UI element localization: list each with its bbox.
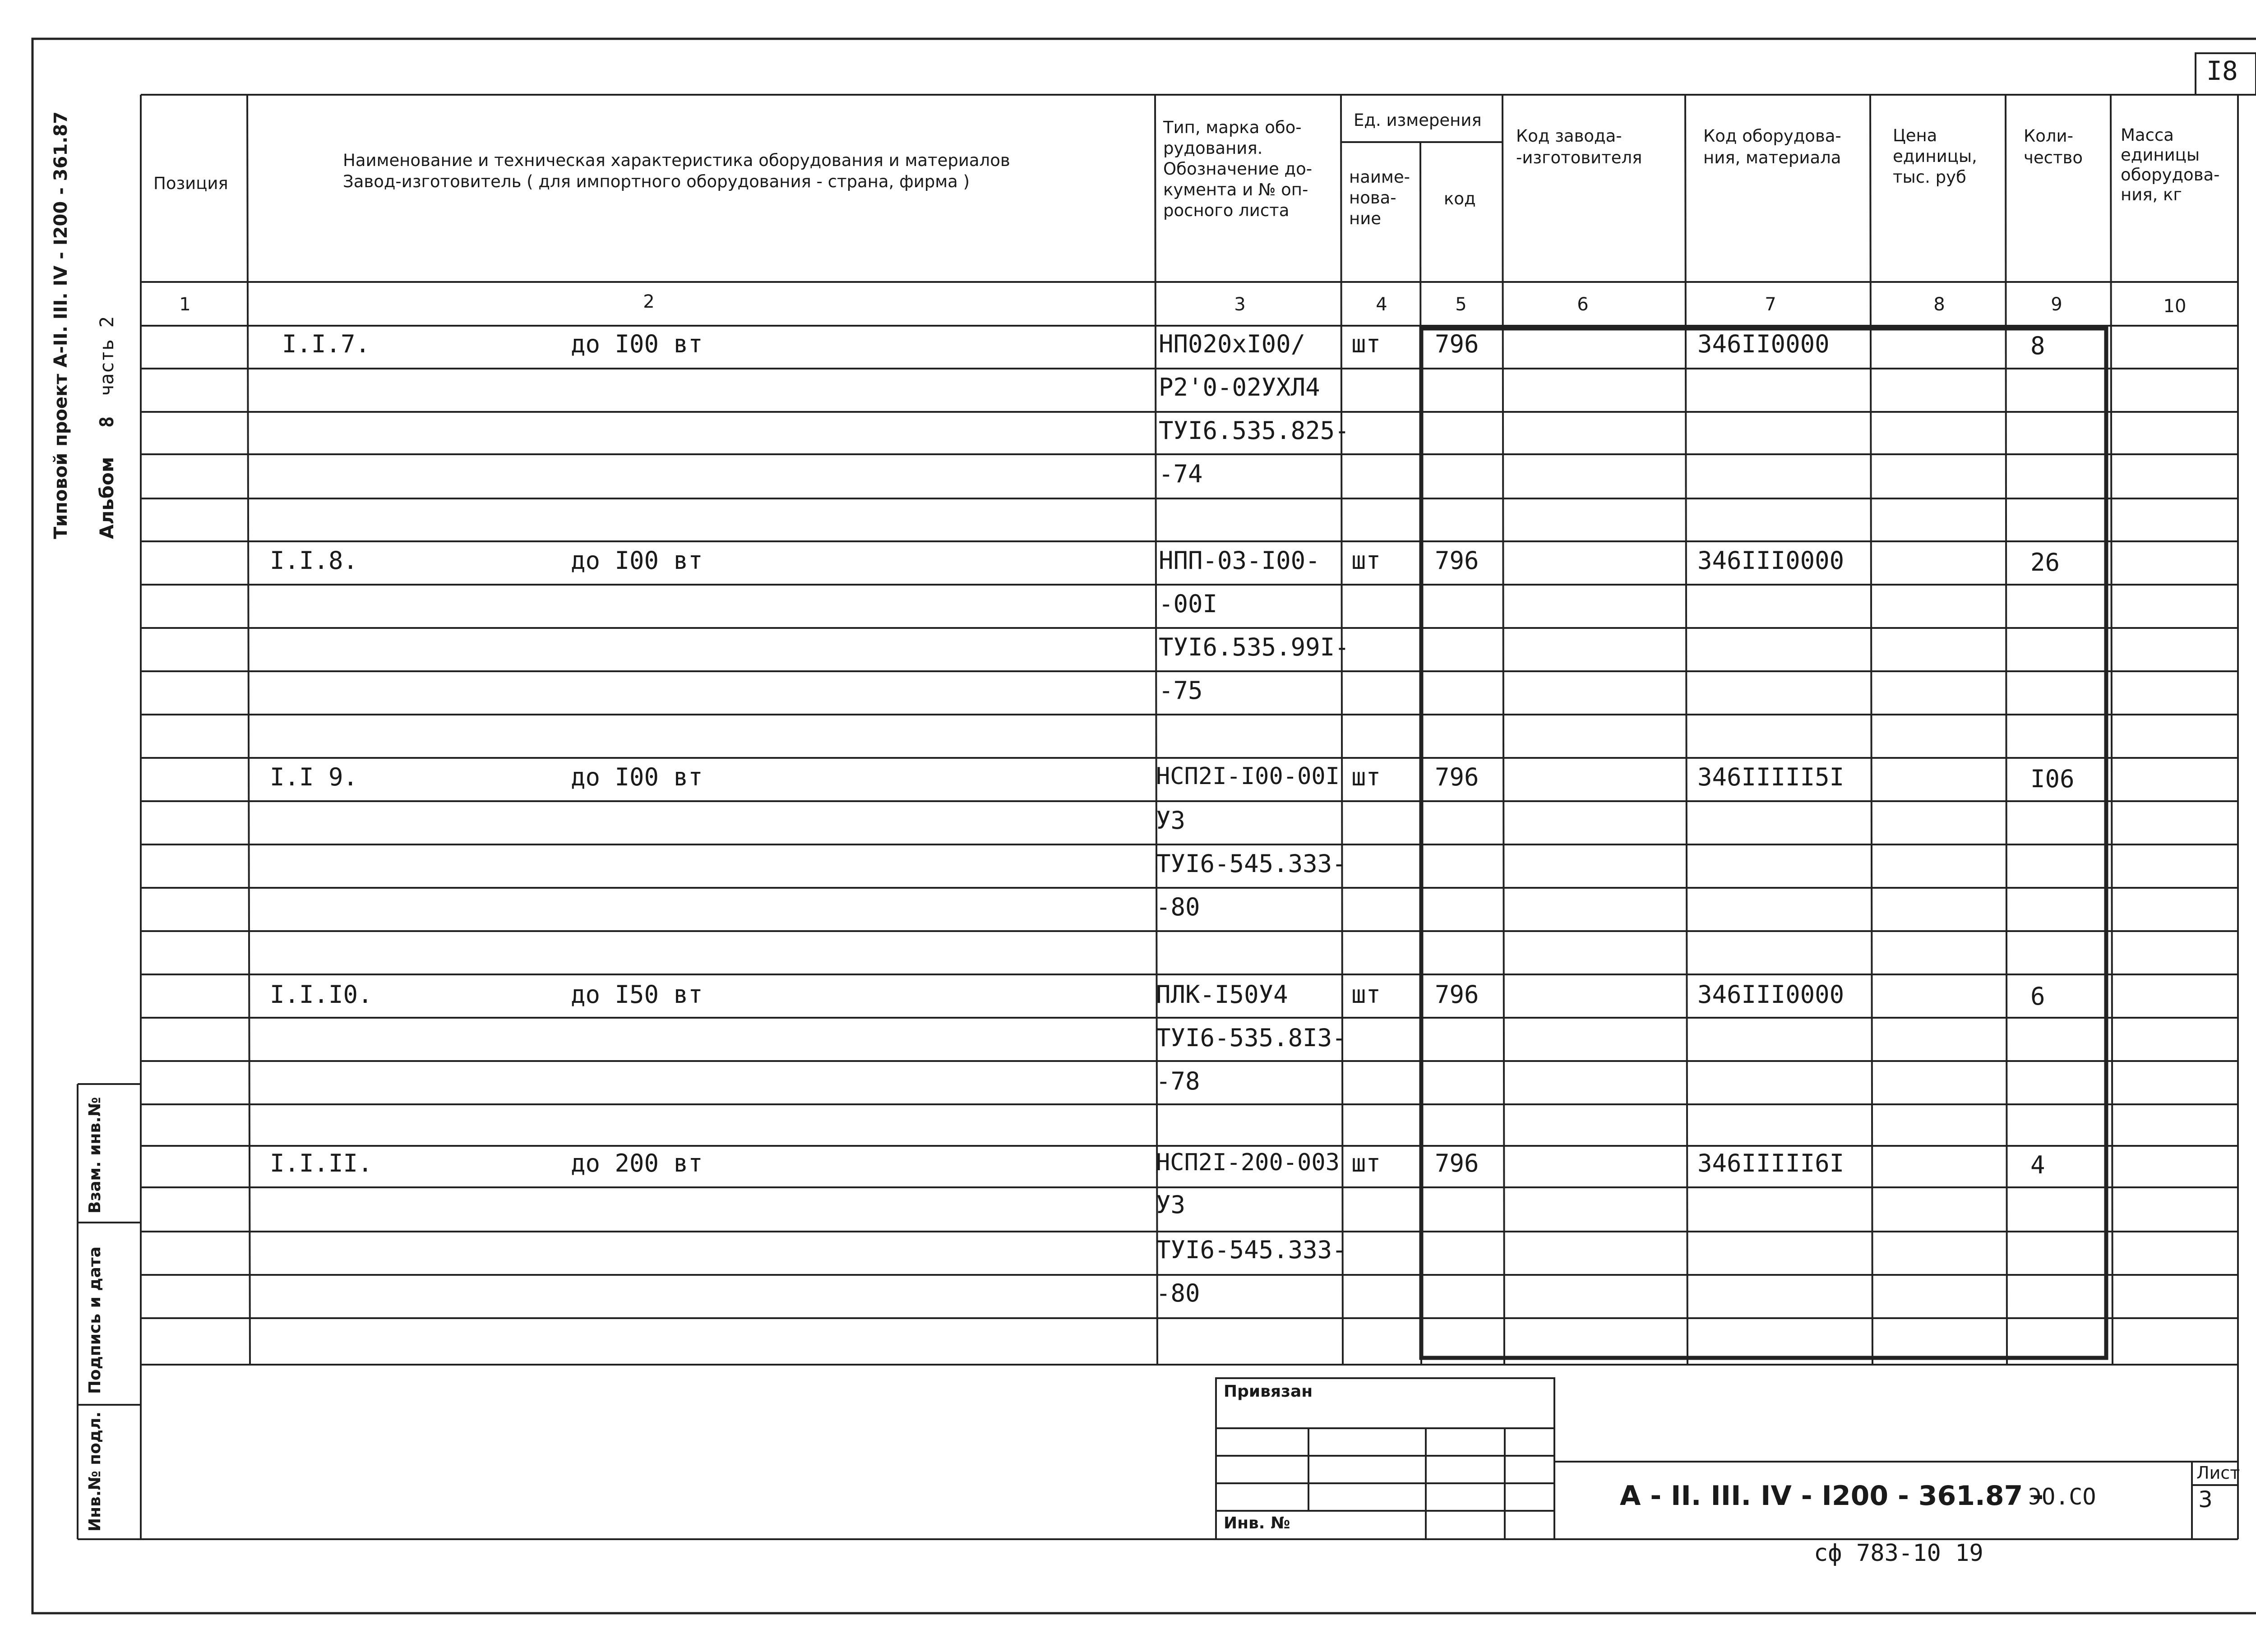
header-equip-code-line: Код оборудова-	[1703, 126, 1841, 146]
item-type-line: НП020хI00/	[1159, 330, 1306, 358]
header-quantity-line: Коли-	[2024, 126, 2073, 146]
part-label: часть 2	[96, 316, 118, 397]
item-equip-code: 346IIIII6I	[1697, 1149, 1845, 1177]
header-type-line: росного листа	[1163, 201, 1290, 220]
header-type-line: Тип, марка обо-	[1163, 118, 1302, 137]
item-type-line: У3	[1156, 806, 1186, 835]
outer-frame	[32, 39, 2256, 1613]
item-equip-code: 346II0000	[1697, 330, 1830, 358]
item-equip-code: 346IIIII5I	[1697, 763, 1845, 791]
header-maker-code	[1516, 125, 1642, 169]
column-number: 2	[643, 291, 655, 312]
item-spec: до I00 вт	[571, 330, 703, 358]
sheet-number: 3	[2198, 1486, 2213, 1513]
sheet-label: Лист	[2196, 1463, 2240, 1483]
header-unit-name-line: ние	[1349, 209, 1382, 228]
header-price-line: тыс. руб	[1893, 167, 1966, 187]
item-position: I.I.I0.	[270, 980, 373, 1009]
item-type-line: ТУI6-545.333-	[1156, 849, 1347, 878]
item-quantity: 4	[2030, 1151, 2045, 1179]
header-mass-line: ния, кг	[2121, 185, 2182, 204]
header-mass-line: оборудова-	[2121, 165, 2220, 185]
header-price-line: единицы,	[1893, 147, 1977, 166]
column-number: 3	[1234, 294, 1246, 315]
inv-number-label: Инв. №	[1224, 1514, 1290, 1532]
header-type	[1163, 117, 1312, 221]
item-position: I.I.7.	[282, 330, 370, 358]
item-position: I.I 9.	[270, 763, 358, 791]
footer-stamp: сф 783-10 19	[1814, 1540, 1983, 1567]
item-type-line: ТУI6.535.99I-	[1159, 633, 1350, 661]
column-number: 1	[179, 294, 191, 315]
column-number: 9	[2051, 294, 2062, 315]
item-type-line: НСП2I-I00-00I	[1156, 763, 1340, 790]
item-type-line: ТУI6.535.825-	[1159, 416, 1350, 445]
document-code-suffix: ЭО.СО	[2028, 1484, 2096, 1510]
stamp-sign-date: Подпись и дата	[86, 1246, 104, 1394]
item-spec: до 200 вт	[571, 1149, 703, 1177]
item-type-line: Р2'0-02УХЛ4	[1159, 373, 1320, 401]
linked-label: Привязан	[1224, 1382, 1313, 1401]
item-unit: шт	[1351, 546, 1381, 575]
header-quantity	[2024, 125, 2083, 169]
item-type-line: У3	[1156, 1191, 1186, 1219]
item-position: I.I.8.	[270, 546, 358, 575]
item-type-line: -80	[1156, 1279, 1200, 1307]
sheet-corner-number: I8	[2206, 55, 2238, 86]
column-number: 10	[2163, 296, 2187, 317]
item-unit-code: 796	[1435, 980, 1479, 1009]
album-number: 8	[96, 416, 118, 428]
item-unit: шт	[1351, 330, 1381, 358]
album-label: Альбом	[96, 457, 118, 539]
item-type-line: НПП-03-I00-	[1159, 546, 1320, 575]
header-unit-code: код	[1444, 189, 1476, 208]
item-position: I.I.II.	[270, 1149, 373, 1177]
header-mass-line: Масса	[2121, 125, 2174, 145]
header-units-group: Ед. измерения	[1354, 111, 1482, 130]
item-unit-code: 796	[1435, 1149, 1479, 1177]
header-position: Позиция	[153, 174, 228, 193]
item-spec: до I50 вт	[571, 980, 703, 1009]
item-unit: шт	[1351, 980, 1381, 1009]
item-spec: до I00 вт	[571, 546, 703, 575]
item-type-line: -75	[1159, 676, 1203, 705]
column-number: 4	[1376, 294, 1387, 315]
header-name-line1: Наименование и техническая характеристика оборудования и материалов	[343, 151, 1010, 170]
header-mass-line: единицы	[2121, 145, 2200, 165]
item-type-line: -00I	[1159, 590, 1218, 618]
item-unit: шт	[1351, 763, 1381, 791]
header-equip-code-line: ния, материала	[1703, 148, 1841, 167]
item-quantity: I06	[2030, 765, 2075, 793]
item-type-line: -74	[1159, 460, 1203, 488]
side-project-title-text: Типовой проект А-II. III. IV - I200 - 361.87	[51, 111, 71, 539]
item-type-line: ТУI6-545.333-	[1156, 1236, 1347, 1264]
header-maker-code-line: Код завода-	[1516, 126, 1622, 146]
item-unit-code: 796	[1435, 763, 1479, 791]
header-mass	[2121, 125, 2220, 205]
item-type-line: ПЛК-I50У4	[1156, 980, 1288, 1009]
item-type-line: -78	[1156, 1067, 1200, 1095]
item-type-line: ТУI6-535.8I3-	[1156, 1024, 1347, 1052]
header-unit-name-line: наиме-	[1349, 167, 1410, 187]
stamp-replace-inv: Взам. инв.№	[86, 1097, 104, 1214]
header-type-line: рудования.	[1163, 138, 1263, 158]
header-maker-code-line: -изготовителя	[1516, 148, 1642, 167]
item-unit-code: 796	[1435, 546, 1479, 575]
column-number: 8	[1933, 294, 1945, 315]
header-price	[1893, 125, 1977, 188]
item-unit: шт	[1351, 1149, 1381, 1177]
header-name-line2: Завод-изготовитель ( для импортного оборудования - страна, фирма )	[343, 172, 970, 191]
bold-highlight-box	[1421, 328, 2106, 1358]
item-spec: до I00 вт	[571, 763, 703, 791]
item-quantity: 6	[2030, 982, 2045, 1011]
column-number: 5	[1455, 294, 1467, 315]
item-equip-code: 346III0000	[1697, 980, 1845, 1009]
document-code: А - II. III. IV - I200 - 361.87 -	[1620, 1480, 2044, 1512]
item-equip-code: 346III0000	[1697, 546, 1845, 575]
header-equip-code	[1703, 125, 1841, 169]
item-quantity: 26	[2030, 548, 2060, 577]
column-number: 6	[1577, 294, 1589, 315]
header-price-line: Цена	[1893, 126, 1937, 145]
side-project-title	[51, 111, 71, 539]
side-album-line	[96, 316, 118, 539]
item-type-line: -80	[1156, 893, 1200, 921]
item-unit-code: 796	[1435, 330, 1479, 358]
header-unit-name-line: нова-	[1349, 188, 1396, 208]
column-number: 7	[1765, 294, 1776, 315]
header-type-line: кумента и № оп-	[1163, 180, 1308, 199]
header-quantity-line: чество	[2024, 148, 2083, 167]
header-type-line: Обозначение до-	[1163, 159, 1313, 179]
stamp-inv-orig: Инв.№ подл.	[86, 1411, 104, 1532]
item-type-line: НСП2I-200-003	[1156, 1149, 1340, 1176]
header-unit-name	[1349, 167, 1410, 229]
item-quantity: 8	[2030, 332, 2045, 360]
